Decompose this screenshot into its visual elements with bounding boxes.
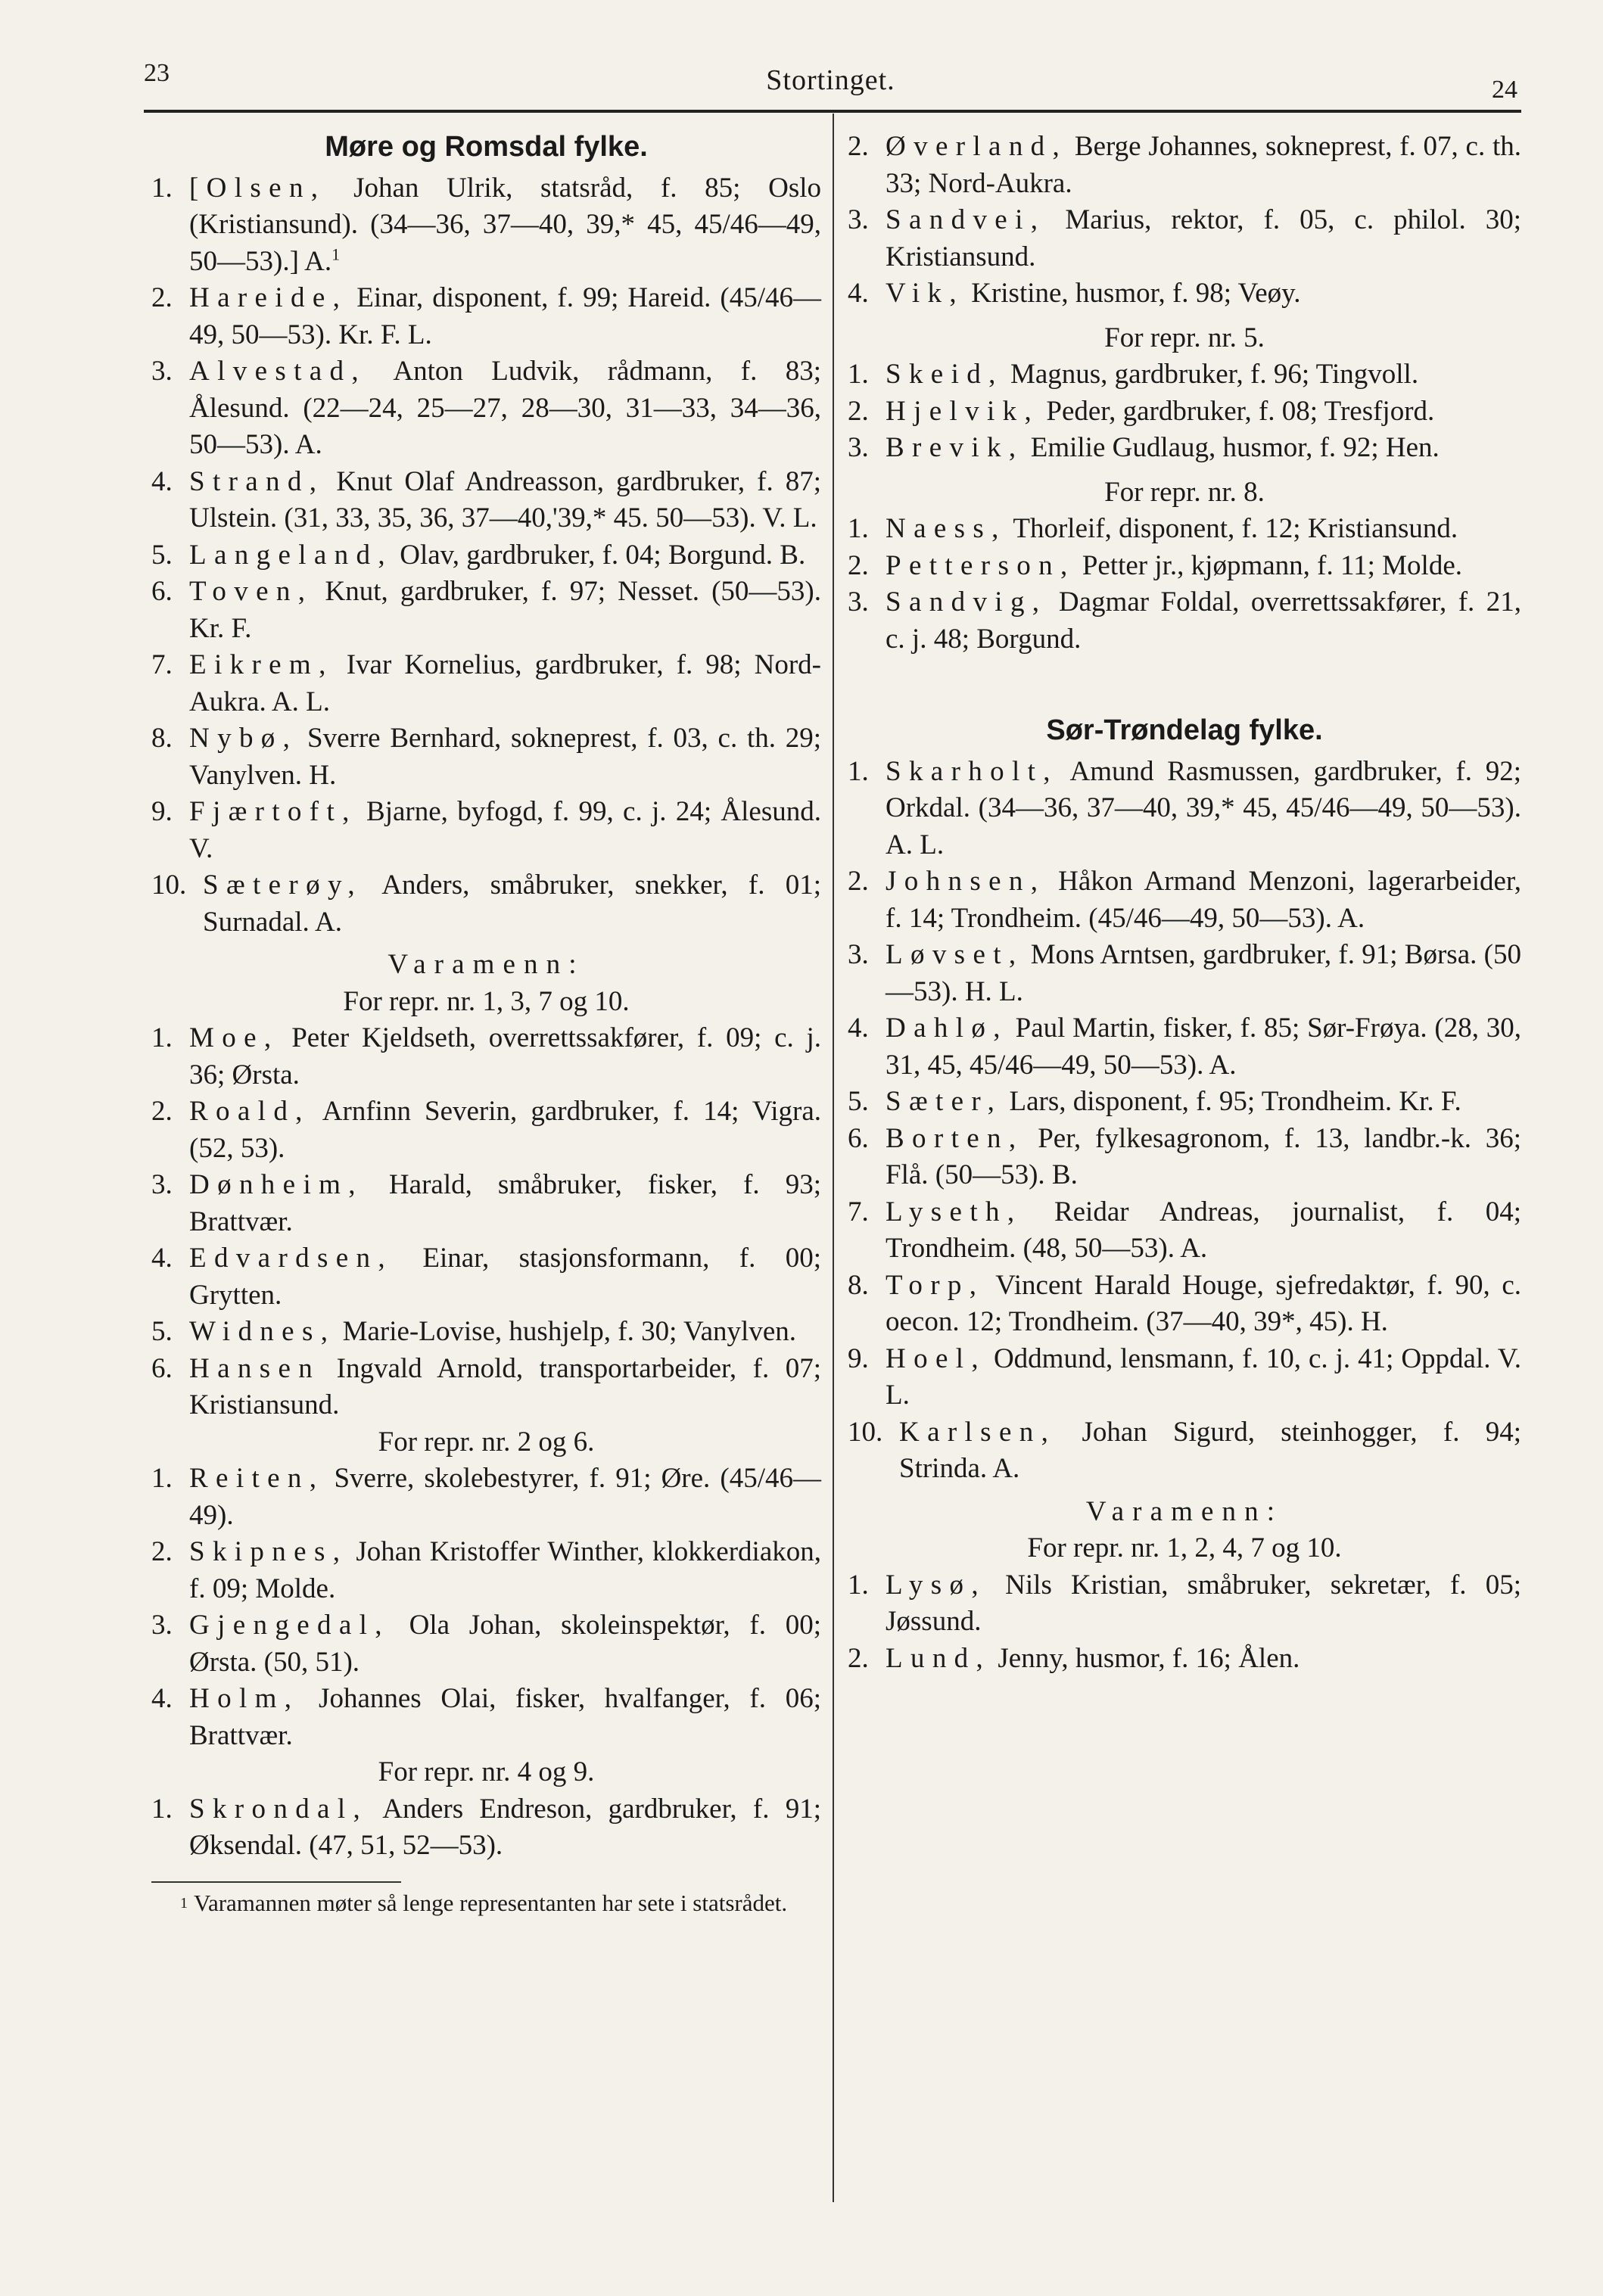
list-item (151, 353, 821, 464)
entry-text (189, 1681, 821, 1754)
entry-text (899, 1414, 1521, 1488)
entry-number: 4. (848, 1013, 869, 1044)
entry-surname: Eikrem, (189, 649, 334, 680)
entry-text (189, 1094, 821, 1167)
entry-number: 1. (848, 755, 869, 787)
entry-number: 2. (151, 282, 173, 313)
list-item (151, 1534, 821, 1607)
entry-details: Anders Endreson, gardbruker, f. 91; Øksendal. (47, 51, 52—53). (189, 1793, 821, 1861)
entry-text (886, 275, 1521, 313)
entry-details: Håkon Armand Menzoni, lagerarbeider, f. 14; Trondheim. (45/46—49, 50—53). A. (886, 866, 1521, 934)
list-item (848, 511, 1521, 548)
entry-details: Magnus, gardbruker, f. 96; Tingvoll. (1003, 359, 1419, 390)
footnote-mark: 1 (180, 1894, 188, 1912)
entry-details: Thorleif, disponent, f. 12; Kristiansund. (1006, 513, 1458, 544)
entry-number: 1. (848, 1569, 869, 1601)
entry-number: 3. (151, 356, 173, 387)
entry-details: Bjarne, byfogd, f. 99, c. j. 24; Ålesund. V. (189, 796, 821, 864)
list-item (151, 574, 821, 647)
entry-number: 1. (151, 1022, 173, 1053)
entry-text (189, 1240, 821, 1314)
entry-surname: Langeland, (189, 539, 393, 571)
entry-details: Johan Kristoffer Winther, klokkerdiakon, f. 09; Molde. (189, 1536, 821, 1604)
entry-details: Knut Olaf Andreasson, gardbruker, f. 87; Ulstein. (31, 33, 35, 36, 37—40,'39,* 45. 50—53). V. L. (189, 465, 821, 534)
entry-text (886, 1567, 1521, 1641)
entry-details: Lars, disponent, f. 95; Trondheim. Kr. F. (1002, 1086, 1461, 1117)
list-item (848, 430, 1521, 467)
entry-surname: Øverland, (886, 131, 1068, 162)
entry-surname: Hoel, (886, 1342, 986, 1374)
entry-details: Marie-Lovise, hushjelp, f. 30; Vanylven. (335, 1316, 796, 1347)
entry-details: Per, fylkesagronom, f. 13, landbr.-k. 36; Flå. (50—53). B. (886, 1122, 1521, 1190)
list-item (151, 1351, 821, 1424)
entry-details: Mons Arntsen, gardbruker, f. 91; Børsa. (50—53). H. L. (886, 939, 1521, 1007)
entry-details: Nils Kristian, småbruker, sekretær, f. 05; Jøssund. (886, 1569, 1521, 1637)
entry-details: Amund Rasmussen, gardbruker, f. 92; Orkdal. (34—36, 37—40, 39,* 45, 45/46—49, 50—53). A. L. (886, 755, 1521, 860)
entry-details: Paul Martin, fisker, f. 85; Sør-Frøya. (28, 30, 31, 45, 45/46—49, 50—53). A. (886, 1013, 1521, 1081)
entry-details: Einar, disponent, f. 99; Hareid. (45/46—49, 50—53). Kr. F. L. (189, 282, 821, 350)
entry-text (886, 1194, 1521, 1268)
entry-number: 10. (151, 870, 187, 901)
page-header (144, 59, 1517, 112)
entry-number: 10. (848, 1416, 883, 1448)
entry-surname: Reiten, (189, 1463, 325, 1494)
footnote-text: Varamannen møter så lenge representanten har sete i statsrådet. (194, 1889, 788, 1916)
entry-number: 7. (848, 1196, 869, 1227)
entry-number: 6. (848, 1122, 869, 1154)
entry-details: Peter Kjeldseth, overrettssakfører, f. 09; c. j. 36; Ørsta. (189, 1022, 821, 1090)
group-title: For repr. nr. 8. (1104, 476, 1265, 508)
entry-number: 4. (848, 278, 869, 309)
entry-number: 8. (151, 723, 173, 754)
entry-number: 1. (151, 1793, 173, 1825)
entry-surname: Skipnes, (189, 1536, 348, 1567)
entry-number: 2. (848, 395, 869, 427)
entry-surname: Hjelvik, (886, 395, 1040, 427)
left-column (151, 129, 821, 1916)
entry-surname: Petterson, (886, 549, 1075, 581)
varamenn-label: Varamenn: (388, 949, 585, 980)
list-item (151, 1167, 821, 1240)
footnote-rule (151, 1881, 401, 1883)
entry-number: 3. (151, 1610, 173, 1641)
entry-number: 3. (848, 939, 869, 970)
entry-surname: Edvardsen, (189, 1243, 394, 1274)
entry-surname: Dønheim, (189, 1169, 363, 1200)
list-item (848, 754, 1521, 864)
list-item (151, 867, 821, 941)
entry-number: 2. (848, 131, 869, 162)
entry-surname: Johnsen, (886, 866, 1046, 897)
entry-text (189, 1461, 821, 1534)
entry-number: 4. (151, 465, 173, 497)
entry-text (189, 464, 821, 537)
entry-surname: [Olsen, (189, 172, 326, 204)
entry-text (189, 280, 821, 353)
entry-details: Oddmund, lensmann, f. 10, c. j. 41; Oppdal. V. L. (886, 1342, 1521, 1411)
entry-number: 1. (848, 513, 869, 544)
list-item (151, 794, 821, 867)
running-title: Stortinget. (766, 64, 895, 96)
list-item (151, 280, 821, 353)
entry-number: 4. (151, 1683, 173, 1714)
entry-surname: Brevik, (886, 432, 1024, 463)
entry-surname: Borten, (886, 1122, 1024, 1154)
entry-surname: Lund, (886, 1642, 991, 1674)
entry-details: Harald, småbruker, fisker, f. 93; Brattvær. (189, 1169, 821, 1237)
entry-details: Anders, småbruker, snekker, f. 01; Surnadal. A. (203, 870, 821, 938)
list-item (848, 1084, 1521, 1121)
entry-surname: Widnes, (189, 1316, 336, 1347)
entry-number: 5. (151, 539, 173, 571)
entry-text (189, 794, 821, 867)
entry-text (886, 129, 1521, 202)
list-item (151, 647, 821, 720)
entry-text (189, 1020, 821, 1094)
list-item (151, 1094, 821, 1167)
entry-number: 1. (151, 1463, 173, 1494)
entry-details: Berge Johannes, sokneprest, f. 07, c. th. 33; Nord-Aukra. (886, 131, 1521, 199)
entry-text (886, 754, 1521, 864)
entry-text (886, 1268, 1521, 1341)
entry-details: Anton Ludvik, rådmann, f. 83; Ålesund. (22—24, 25—27, 28—30, 31—33, 34—36, 50—53). A. (189, 356, 821, 460)
entry-surname: Sæter, (886, 1086, 1003, 1117)
entry-surname: Sandvei, (886, 204, 1046, 235)
entry-surname: Sæterøy, (203, 870, 363, 901)
entry-number: 7. (151, 649, 173, 680)
entry-surname: Holm, (189, 1683, 300, 1714)
entry-text (886, 1641, 1521, 1678)
footnote (151, 1890, 821, 1916)
group-title: For repr. nr. 5. (1104, 322, 1265, 353)
group-title: For repr. nr. 1, 3, 7 og 10. (343, 985, 630, 1017)
entry-details: Einar, stasjonsformann, f. 00; Grytten. (189, 1243, 821, 1311)
entry-number: 2. (848, 549, 869, 581)
list-item (848, 202, 1521, 275)
list-item (848, 863, 1521, 937)
entry-text (189, 1534, 821, 1607)
entry-text (886, 1121, 1521, 1194)
entry-number: 4. (151, 1243, 173, 1274)
list-item (848, 275, 1521, 313)
entry-text (189, 353, 821, 464)
entry-details: Sverre, skolebestyrer, f. 91; Øre. (45/46—49). (189, 1463, 821, 1531)
page-number-left: 23 (144, 59, 170, 87)
entry-surname: Naess, (886, 513, 1007, 544)
entry-text (886, 202, 1521, 275)
entry-text (886, 511, 1521, 548)
entry-details: Ola Johan, skoleinspektør, f. 00; Ørsta. (50, 51). (189, 1610, 821, 1678)
entry-surname: Løvset, (886, 939, 1024, 970)
entry-number: 3. (151, 1169, 173, 1200)
entry-details: Ivar Kornelius, gardbruker, f. 98; Nord-Aukra. A. L. (189, 649, 821, 717)
entry-number: 6. (151, 1352, 173, 1384)
entry-number: 1. (848, 359, 869, 390)
list-item (151, 537, 821, 574)
entry-details: Dagmar Foldal, overrettssakfører, f. 21, c. j. 48; Borgund. (886, 586, 1521, 655)
entry-number: 1. (151, 172, 173, 204)
entry-number: 3. (848, 586, 869, 618)
list-item (848, 1641, 1521, 1678)
entry-surname: Skarholt, (886, 755, 1058, 787)
entry-text (189, 720, 821, 794)
entry-text (886, 1084, 1521, 1121)
footnote-reference: 1 (331, 244, 341, 264)
entry-text (189, 1314, 821, 1351)
list-item (151, 1461, 821, 1534)
entry-surname: Gjengedal, (189, 1610, 390, 1641)
entry-details: Johan Sigurd, steinhogger, f. 94; Strinda. A. (899, 1416, 1521, 1484)
entry-surname: Dahlø, (886, 1013, 1008, 1044)
entry-surname: Skrondal, (189, 1793, 369, 1825)
entry-text (886, 394, 1521, 431)
entry-details: Olav, gardbruker, f. 04; Borgund. B. (393, 539, 806, 571)
entry-text (189, 1791, 821, 1865)
entry-surname: Torp, (886, 1269, 985, 1301)
entry-surname: Toven, (189, 576, 313, 607)
list-item (848, 548, 1521, 585)
list-item (151, 170, 821, 281)
list-item (848, 1121, 1521, 1194)
section-heading: Sør-Trøndelag fylke. (1046, 714, 1323, 746)
entry-text (886, 430, 1521, 467)
entry-surname: Vik, (886, 278, 964, 309)
entry-number: 5. (848, 1086, 869, 1117)
entry-number: 3. (848, 432, 869, 463)
entry-surname: Lyseth, (886, 1196, 1022, 1227)
list-item (151, 464, 821, 537)
right-column (848, 129, 1521, 1677)
list-item (848, 1341, 1521, 1414)
entry-text (203, 867, 821, 941)
entry-details: Marius, rektor, f. 05, c. philol. 30; Kristiansund. (886, 204, 1521, 272)
entry-details: Sverre Bernhard, sokneprest, f. 03, c. th. 29; Vanylven. H. (189, 723, 821, 791)
entry-number: 2. (848, 1642, 869, 1674)
list-item (848, 394, 1521, 431)
entry-number: 5. (151, 1316, 173, 1347)
entry-details: Arnfinn Severin, gardbruker, f. 14; Vigra. (52, 53). (189, 1096, 821, 1164)
list-item (848, 356, 1521, 394)
entry-text (886, 1341, 1521, 1414)
entry-details: Jenny, husmor, f. 16; Ålen. (991, 1642, 1300, 1674)
list-item (848, 1194, 1521, 1268)
group-title: For repr. nr. 4 og 9. (378, 1756, 595, 1787)
list-item (151, 1607, 821, 1681)
entry-number: 2. (151, 1096, 173, 1127)
entry-number: 2. (848, 866, 869, 897)
list-item (848, 937, 1521, 1010)
entry-number: 6. (151, 576, 173, 607)
entry-text (886, 356, 1521, 394)
entry-text (189, 647, 821, 720)
entry-surname: Fjærtoft, (189, 796, 357, 827)
group-title: For repr. nr. 2 og 6. (378, 1426, 595, 1458)
entry-surname: Skeid, (886, 359, 1004, 390)
list-item (848, 1567, 1521, 1641)
entry-surname: Strand, (189, 465, 325, 497)
column-divider (833, 114, 834, 2202)
entry-details: Kristine, husmor, f. 98; Veøy. (963, 278, 1301, 309)
entry-details: Knut, gardbruker, f. 97; Nesset. (50—53). Kr. F. (189, 576, 821, 644)
entry-surname: Hansen (189, 1352, 321, 1384)
header-rule (144, 110, 1521, 113)
entry-surname: Hareide, (189, 282, 348, 313)
entry-details: Petter jr., kjøpmann, f. 11; Molde. (1075, 549, 1462, 581)
entry-surname: Alvestad, (189, 356, 367, 387)
entry-details: Vincent Harald Houge, sjefredaktør, f. 90, c. oecon. 12; Trondheim. (37—40, 39*, 45). H. (886, 1269, 1521, 1337)
entry-surname: Lysø, (886, 1569, 987, 1601)
entry-surname: Moe, (189, 1022, 279, 1053)
entry-text (886, 548, 1521, 585)
entry-text (886, 584, 1521, 658)
entry-text (189, 1167, 821, 1240)
entry-number: 9. (848, 1342, 869, 1374)
list-item (151, 1020, 821, 1094)
entry-text (886, 1010, 1521, 1084)
entry-details: Emilie Gudlaug, husmor, f. 92; Hen. (1023, 432, 1440, 463)
entry-text (189, 537, 821, 574)
entry-text (189, 170, 821, 281)
varamenn-label: Varamenn: (1085, 1495, 1284, 1527)
section-heading: Møre og Romsdal fylke. (325, 131, 648, 163)
entry-number: 3. (848, 204, 869, 235)
list-item (151, 1314, 821, 1351)
entry-text (189, 1351, 821, 1424)
list-item (848, 129, 1521, 202)
entry-text (189, 1607, 821, 1681)
entry-details: Peder, gardbruker, f. 08; Tresfjord. (1039, 395, 1435, 427)
list-item (848, 1414, 1521, 1488)
entry-surname: Roald, (189, 1096, 310, 1127)
entry-surname: Sandvig, (886, 586, 1047, 618)
page-number-right: 24 (1492, 76, 1517, 104)
entry-details: Reidar Andreas, journalist, f. 04; Trondheim. (48, 50—53). A. (886, 1196, 1521, 1264)
list-item (151, 1240, 821, 1314)
entry-text (886, 863, 1521, 937)
list-item (151, 1791, 821, 1865)
entry-text (189, 574, 821, 647)
group-title: For repr. nr. 1, 2, 4, 7 og 10. (1027, 1532, 1342, 1563)
entry-surname: Karlsen, (899, 1416, 1057, 1448)
entry-details: Johannes Olai, fisker, hvalfanger, f. 06; Brattvær. (189, 1683, 821, 1751)
entry-number: 2. (151, 1536, 173, 1567)
entry-text (886, 937, 1521, 1010)
list-item (848, 1010, 1521, 1084)
entry-details: Johan Ulrik, statsråd, f. 85; Oslo (Kristiansund). (34—36, 37—40, 39,* 45, 45/46—49, 50—53).] A. (189, 172, 821, 277)
entry-number: 8. (848, 1269, 869, 1301)
entry-surname: Nybø, (189, 723, 298, 754)
list-item (848, 1268, 1521, 1341)
entry-details: Ingvald Arnold, transportarbeider, f. 07; Kristiansund. (189, 1352, 821, 1420)
entry-number: 9. (151, 796, 173, 827)
list-item (151, 720, 821, 794)
list-item (151, 1681, 821, 1754)
list-item (848, 584, 1521, 658)
